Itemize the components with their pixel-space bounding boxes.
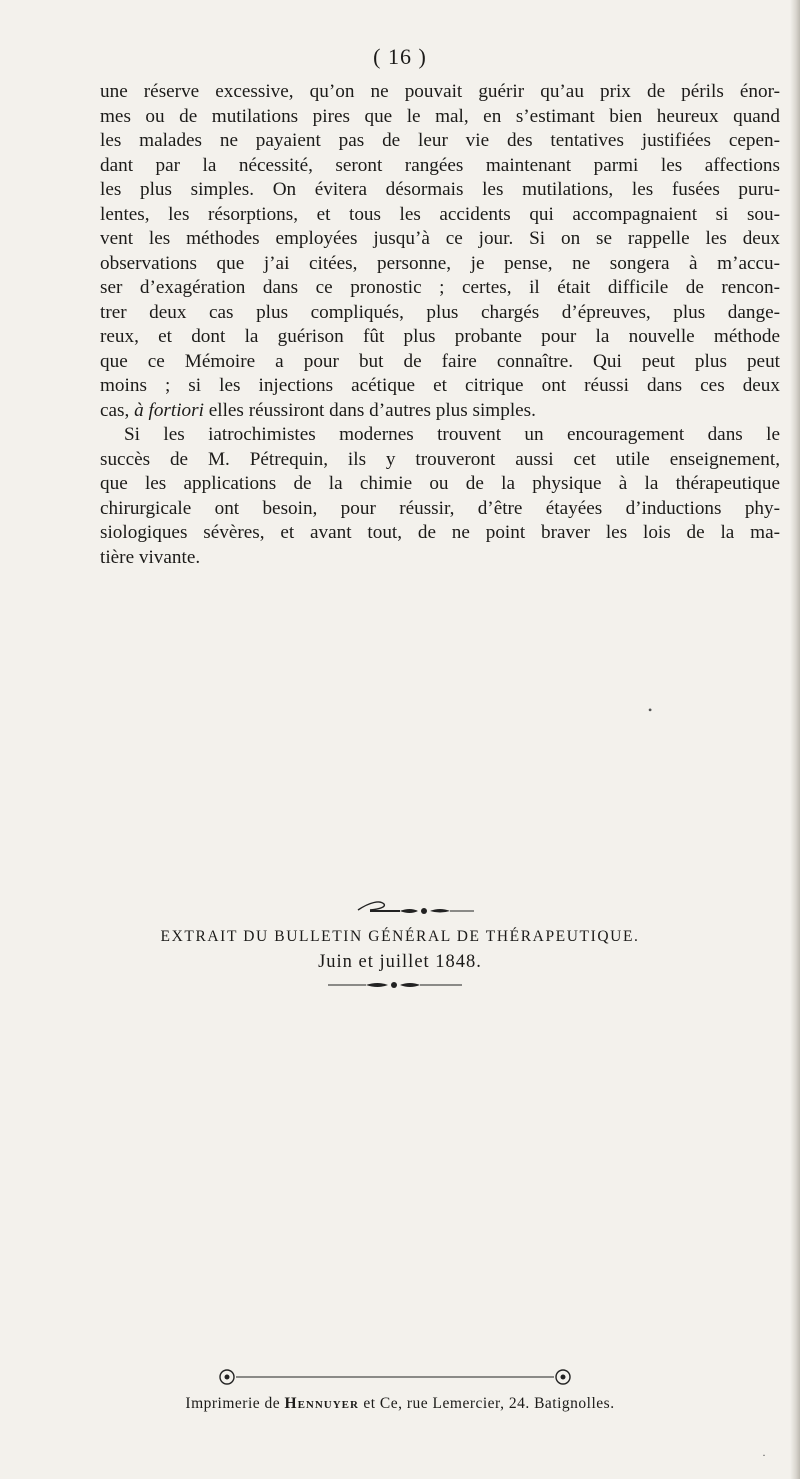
text-line: Si les iatrochimistes modernes trouvent un encouragement dans le bbox=[124, 424, 780, 445]
text-line-last bbox=[100, 399, 780, 424]
ornamental-rule bbox=[216, 1366, 574, 1388]
text-run: elles réussiront dans d’autres plus simples. bbox=[203, 399, 536, 421]
text-line: succès de M. Pétrequin, ils y trouveront aussi cet utile enseignement, bbox=[100, 448, 780, 470]
ink-speck: • bbox=[648, 703, 653, 717]
text-line: les malades ne payaient pas de leur vie des tentatives justifiées cepen- bbox=[100, 130, 780, 151]
page-edge bbox=[790, 0, 800, 1479]
ornament-divider-small bbox=[326, 979, 466, 991]
ornament-divider bbox=[340, 898, 480, 916]
text-line: lentes, les résorptions, et tous les accidents qui accompagnaient si sou- bbox=[100, 203, 780, 225]
text-line: mes ou de mutilations pires que le mal, en s’estimant bien heureux quand bbox=[100, 105, 780, 127]
imprint-prefix: Imprimerie de bbox=[185, 1395, 285, 1412]
text-line: une réserve excessive, qu’on ne pouvait guérir qu’au prix de périls énor- bbox=[100, 81, 780, 102]
imprint-suffix: et Ce, rue Lemercier, 24. Batignolles. bbox=[358, 1395, 615, 1412]
text-line: chirurgicale ont besoin, pour réussir, d’être étayées d’inductions phy- bbox=[100, 497, 780, 519]
text-line: ser d’exagération dans ce pronostic ; certes, il était difficile de rencon- bbox=[100, 277, 780, 298]
text-line: observations que j’ai citées, personne, je pense, ne songera à m’accu- bbox=[100, 252, 780, 274]
page-number: ( 16 ) bbox=[373, 44, 427, 69]
printer-imprint bbox=[0, 1395, 800, 1413]
ink-speck: · bbox=[762, 1448, 766, 1462]
text-line: que les applications de la chimie ou de la physique à la thérapeutique bbox=[100, 473, 780, 494]
extrait-heading: EXTRAIT DU BULLETIN GÉNÉRAL DE THÉRAPEUTIQUE. bbox=[160, 928, 640, 945]
text-line: que ce Mémoire a pour but de faire connaître. Qui peut plus peut bbox=[100, 350, 780, 372]
text-line: reux, et dont la guérison fût plus probante pour la nouvelle méthode bbox=[100, 326, 780, 347]
text-line: vent les méthodes employées jusqu’à ce jour. Si on se rappelle les deux bbox=[100, 228, 780, 249]
text-line: dant par la nécessité, seront rangées maintenant parmi les affections bbox=[100, 154, 780, 176]
text-line: trer deux cas plus compliqués, plus chargés d’épreuves, plus dange- bbox=[100, 301, 780, 323]
text-line: les plus simples. On évitera désormais les mutilations, les fusées puru- bbox=[100, 179, 780, 200]
body-text bbox=[100, 80, 780, 570]
text-line: tière vivante. bbox=[100, 546, 201, 568]
text-run: cas, bbox=[100, 399, 135, 421]
text-line: moins ; si les injections acétique et citrique ont réussi dans ces deux bbox=[100, 375, 780, 396]
text-line: siologiques sévères, et avant tout, de ne point braver les lois de la ma- bbox=[100, 522, 780, 543]
printer-name: Hennuyer bbox=[284, 1395, 359, 1412]
italic-phrase: à fortiori bbox=[134, 399, 204, 421]
publication-date: Juin et juillet 1848. bbox=[318, 952, 482, 972]
